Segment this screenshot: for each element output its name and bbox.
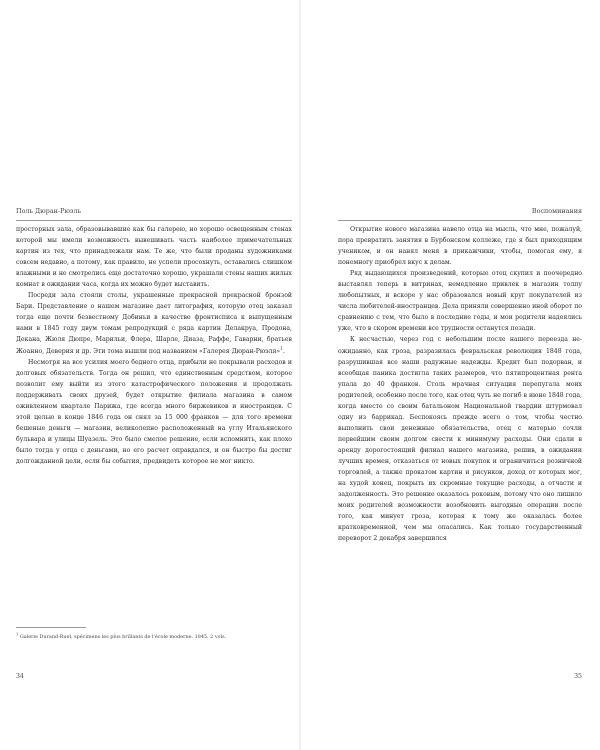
- header-rule-left: [16, 220, 292, 221]
- paragraph-2-text: Посреди зала стояли столы, украшенные прекрасной прекрасной бронзой Бари. Представление о нашем магазине дает литография, которую отец заказал тогда еще почти безвестному Добиньи в качестве фронтисписа к выпущенным нами в 1845 году двум томам репродукций с ряда картин Делакруа, Продона, Декана, Жюля Дюпре, Марильи, Флера, Шарле, Диаза, Раффе, Гаварни, братьев Жоанно, Деверия и др. Эти тома вышли под названием «Галерея Дюран-Рюэля»: [16, 292, 292, 355]
- header-rule-right: [338, 220, 582, 221]
- paragraph-1: Открытие нового магазина навело отца на мысль, что мне, пожалуй, пора превратить занятия в Бурбонском коллеже, где я был приходящим учеником, и он нанял меня в прикажчики, чтобы, помогая ему, я понемногу приобрел вкус к делам.: [338, 226, 582, 267]
- paragraph-2: Ряд выдающихся произведений, которые отец скупил и поочередно выставлял теперь в витринах, немедленно привлек в магазин толпу любопытных, и вскоре у нас образовался новый круг покупателей из числа любителей-иностранцев. Дела приняли совершенно иной оборот по сравнению с тем, что было в последние годы, и мои родители надеялись уже, что в скором времени все трудности останутся позади.: [338, 270, 582, 333]
- footnote-marker: 1: [16, 632, 19, 637]
- right-page-text: [338, 224, 582, 544]
- paragraph-2: Посреди зала стояли столы, украшенные прекрасной прекрасной бронзой Бари. Представление о нашем магазине дает литография, которую отец заказал тогда еще почти безвестному Добиньи в качестве фронтисписа к выпущенным нами в 1845 году двум томам репродукций с ряда картин Делакруа, Продона, Декана, Жюля Дюпре, Марильи, Флера, Шарле, Диаза, Раффе, Гаварни, братьев Жоанно, Деверия и др. Эти тома вышли под названием «Галерея Дюран-Рюэля»$^1$.: [16, 292, 292, 355]
- footnote: [16, 634, 292, 641]
- paragraph-3: Несмотря на все усилия моего бедного отца, прибыли не покрывали расходов и долговых обязательств. Тогда он решил, что единственным средством, которое позволит ему выйти из этого катастрофического положения и продолжать поддерживать своих друзей, будет открытие филиала магазина в самом оживленном квартале Парижа, где всегда много биржевиков и иностранцев. С этой целью в конце 1846 года он снял за 15 000 франков — для того времени бешеные деньги — магазин, великолепно расположенный на углу Итальянского бульвара и улицы Шуазель. Это было смелое решение, если вспомнить, как плохо было тогда у отца с деньгами, но его расчет оправдался, и он быстро бы достиг долгожданной цели, если бы события, предвидеть которое не мог никто.: [16, 358, 292, 465]
- footnote-reference: 1: [280, 345, 283, 351]
- page-number-left: 34: [16, 673, 24, 680]
- left-page-text: [16, 224, 292, 467]
- paragraph-1: просторных зала, образовывавшие как бы галерею, но хорошо освещенным стенах которой мы имели возможность вывешивать часть наиболее примечательных картин из тех, что принадлежали нам. Те же, что были проданы художниками совсем недавно, а потому, как правило, не успели просохнуть, оставались слишком влажными и не смотрелись еще достаточно хорошо, украшали стены наших жилых комнат в ожидании часа, когда их можно будет выставить.: [16, 226, 292, 289]
- running-head-left: Поль Дюран-Рюэль: [16, 207, 82, 215]
- page-number-right: 35: [574, 673, 582, 680]
- footnote-text: Galerie Durand-Ruel, spécimens les plus brillants de l'école moderne. 1845. 2 vols.: [19, 634, 227, 640]
- right-page: [300, 0, 600, 750]
- paragraph-3: К несчастью, через год с небольшим после нашего переезда неожиданно, как гроза, разразилась февральская революция 1848 года, разрушившая все наши радужные надежды. Кредит был подорван, и всеобщая паника достигла таких размеров, что пятипроцентная рента упала до 40 франков. Столь мрачная ситуация перепугала моих родителей, особенно после того, как отец чуть не погиб в июне 1848 года, когда вместе со своим батальоном Национальной гвардии штурмовал одну из баррикад. Беспокоясь прежде всего о том, чтобы честно выполнить свои денежные обязательства, отец с матерью сочли первейшим своим долгом свести к минимуму расходы. Они сдали в аренду дорогостоящий филиал нашего магазина, решив, в ожидании лучших времен, отказаться от новых покупок и ограничиться розничной торговлей, а также прокатом картин и рисунков, доход от которых мог, на худой конец, покрыть их скромные текущие расходы, а отчасти и задолженность. Это решение оказалось роковым, потому что оно лишило моих родителей возможности возобновить выгодные операции после того, как минует гроза, которая к тому же оказалась более кратковременной, чем мы опасались. Как только государственный переворот 2 декабря завершился: [338, 336, 582, 543]
- running-head-right: Воспоминания: [531, 207, 582, 215]
- footnote-rule: [16, 627, 86, 628]
